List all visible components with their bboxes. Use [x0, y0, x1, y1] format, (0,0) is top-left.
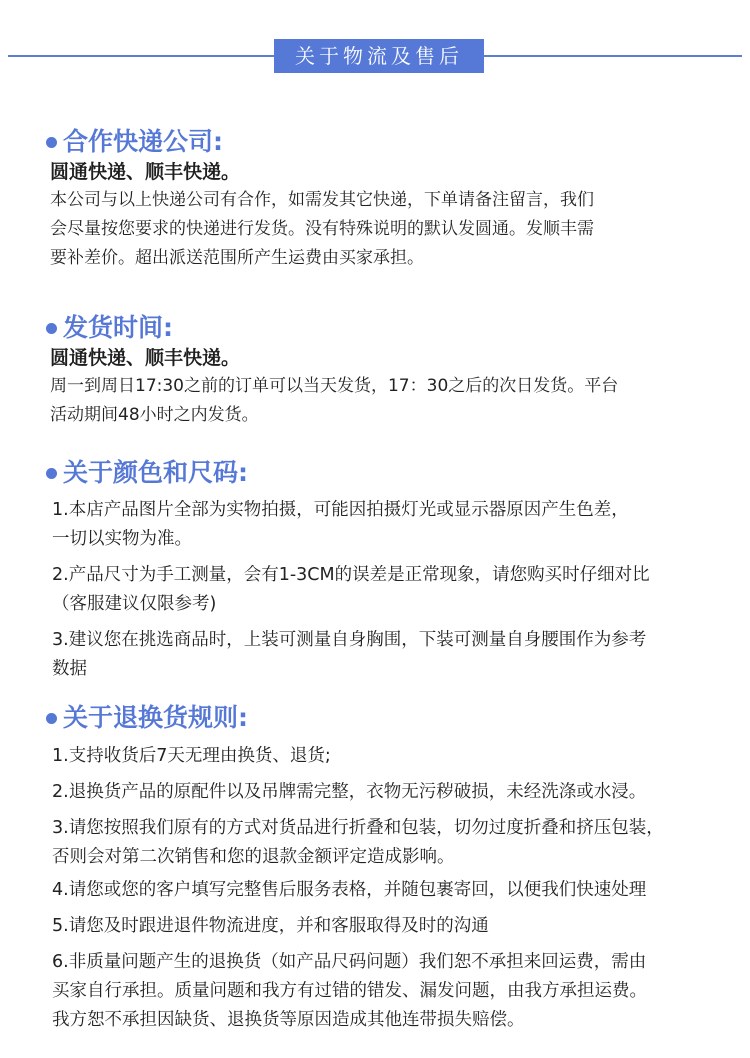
section-heading — [46, 453, 720, 489]
bullet-dot-icon — [46, 713, 57, 724]
item-line: 买家自行承担。质量问题和我方有过错的错发、漏发问题，由我方承担运费。 — [52, 981, 647, 1001]
item-line: （客服建议仅限参考) — [52, 594, 217, 614]
bullet-dot-icon — [46, 468, 57, 479]
item-line: 1.支持收货后7天无理由换货、退货; — [52, 746, 331, 766]
item-line: 3.请您按照我们原有的方式对货品进行折叠和包装，切勿过度折叠和挤压包装， — [52, 818, 664, 838]
bullet-dot-icon — [46, 137, 57, 148]
heading-text: 发货时间: — [63, 313, 173, 342]
list-item — [46, 561, 720, 619]
list-item — [46, 626, 720, 684]
section-heading — [46, 698, 720, 734]
list-item — [46, 742, 720, 771]
item-line: 6.非质量问题产生的退换货（如产品尺码问题）我们恕不承担来回运费，需由 — [52, 952, 647, 972]
list-item — [46, 948, 720, 1035]
list-item — [46, 778, 720, 807]
paragraph-line: 周一到周日17:30之前的订单可以当天发货，17：30之后的次日发货。平台 — [50, 376, 619, 396]
item-line: 否则会对第二次销售和您的退款金额评定造成影响。 — [52, 847, 455, 867]
section-return-policy — [46, 698, 720, 1035]
section-shipping-time — [46, 308, 720, 430]
item-line: 5.请您及时跟进退件物流进度，并和客服取得及时的沟通 — [52, 916, 489, 936]
list-item — [46, 912, 720, 941]
bullet-dot-icon — [46, 323, 57, 334]
heading-text: 关于颜色和尺码: — [63, 458, 248, 487]
item-line: 2.产品尺寸为手工测量，会有1-3CM的误差是正常现象，请您购买时仔细对比 — [52, 565, 650, 585]
paragraph-line: 会尽量按您要求的快递进行发货。没有特殊说明的默认发圆通。发顺丰需 — [50, 219, 594, 239]
section-heading — [46, 308, 720, 344]
item-line: 1.本店产品图片全部为实物拍摄，可能因拍摄灯光或显示器原因产生色差， — [52, 500, 629, 520]
item-line: 2.退换货产品的原配件以及吊牌需完整，衣物无污秽破损，未经洗涤或水浸。 — [52, 782, 647, 802]
page-title-banner: 关于物流及售后 — [274, 39, 484, 73]
heading-text: 合作快递公司: — [63, 127, 223, 156]
subheading: 圆通快递、顺丰快递。 — [50, 347, 241, 369]
item-line: 一切以实物为准。 — [52, 529, 192, 549]
section-heading — [46, 122, 720, 158]
paragraph-line: 本公司与以上快递公司有合作，如需发其它快递，下单请备注留言，我们 — [50, 190, 594, 210]
section-color-and-size — [46, 453, 720, 684]
item-line: 我方恕不承担因缺货、退换货等原因造成其他连带损失赔偿。 — [52, 1010, 525, 1030]
list-item — [46, 496, 720, 554]
item-line: 数据 — [52, 659, 87, 679]
heading-text: 关于退换货规则: — [63, 703, 248, 732]
paragraph-line: 要补差价。超出派送范围所产生运费由买家承担。 — [50, 248, 424, 268]
paragraph-line: 活动期间48小时之内发货。 — [50, 405, 259, 425]
subheading: 圆通快递、顺丰快递。 — [50, 161, 241, 183]
list-item — [46, 814, 720, 872]
item-line: 3.建议您在挑选商品时，上装可测量自身胸围，下装可测量自身腰围作为参考 — [52, 630, 647, 650]
item-line: 4.请您或您的客户填写完整售后服务表格，并随包裹寄回，以便我们快速处理 — [52, 880, 647, 900]
section-courier-partners — [46, 122, 720, 273]
list-item — [46, 876, 720, 905]
